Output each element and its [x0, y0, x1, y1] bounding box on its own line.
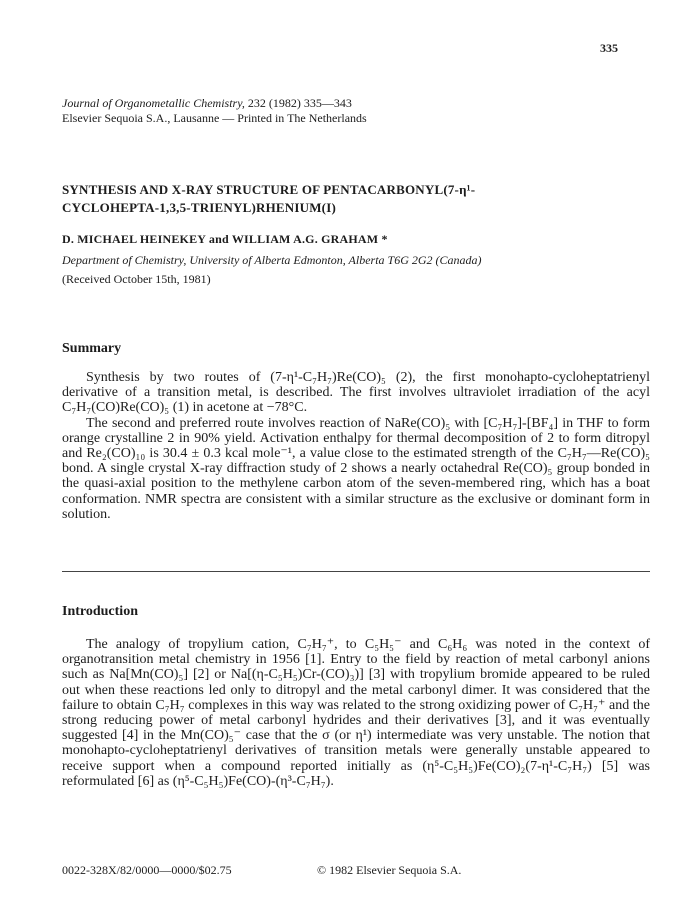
footer — [62, 863, 652, 878]
journal-name: Journal of Organometallic Chemistry, — [62, 96, 245, 110]
journal-citation — [62, 96, 642, 126]
copyright: © 1982 Elsevier Sequoia S.A. — [317, 863, 462, 877]
title-line-1: SYNTHESIS AND X-RAY STRUCTURE OF PENTACARBONYL(7-η¹- — [62, 182, 476, 197]
introduction-text — [62, 637, 650, 789]
introduction-heading: Introduction — [62, 604, 138, 619]
received-date: (Received October 15th, 1981) — [62, 272, 211, 286]
introduction-paragraph-1: The analogy of tropylium cation, C₇H₇⁺, to C₅H₅⁻ and C₆H₆ was noted in the context of organotransition metal chemistry in 1956 [1]. Entry to the field by reaction of metal carbonyl anions such as Na[Mn(CO)₅] [2] or Na[(η-C₅H₅)Cr-(CO)₃)] [3] with tropylium bromide appeared to be ruled out when these reactions led only to ditropyl and the metal carbonyl dimer. It was considered that the failure to obtain C₇H₇ complexes in this way was related to the strong oxidizing power of C₇H₇⁺ and the strong reducing power of metal carbonyl hydrides and their derivatives [3], and it was eventually suggested [4] in the Mn(CO)₅⁻ case that the σ (or η¹) intermediate was very unstable. The notion that monohapto-cycloheptatrienyl derivatives of transition metals were generally unstable appeared to receive support when a compound reported initially as (η⁵-C₅H₅)Fe(CO)₂(7-η¹-C₇H₇) [5] was reformulated [6] as (η⁵-C₅H₅)Fe(CO)-(η³-C₇H₇). — [62, 637, 650, 789]
journal-volume: 232 (1982) 335—343 — [247, 96, 352, 110]
article-title — [62, 181, 652, 217]
authors: D. MICHAEL HEINEKEY and WILLIAM A.G. GRAHAM * — [62, 232, 388, 246]
title-line-2: CYCLOHEPTA-1,3,5-TRIENYL)RHENIUM(I) — [62, 200, 336, 215]
article-code: 0022-328X/82/0000—0000/$02.75 — [62, 863, 232, 877]
summary-text — [62, 370, 650, 522]
publisher-line: Elsevier Sequoia S.A., Lausanne — Printed in The Netherlands — [62, 111, 367, 125]
page-number: 335 — [600, 41, 618, 55]
summary-paragraph-2: The second and preferred route involves reaction of NaRe(CO)₅ with [C₇H₇]-[BF₄] in THF to form orange crystalline 2 in 90% yield. Activation enthalpy for thermal decomposition of 2 to form ditropyl and Re₂(CO)₁₀ is 30.4 ± 0.3 kcal mole⁻¹, a value close to the estimated strength of the C₇H₇—Re(CO)₅ bond. A single crystal X-ray diffraction study of 2 shows a nearly octahedral Re(CO)₅ group bonded in the quasi-axial position to the methylene carbon atom of the seven-membered ring, which has a boat conformation. NMR spectra are consistent with a similar structure as the exclusive or dominant form in solution. — [62, 415, 650, 522]
summary-paragraph-1: Synthesis by two routes of (7-η¹-C₇H₇)Re(CO)₅ (2), the first monohapto-cycloheptatrienyl derivative of a transition metal, is described. The first involves ultraviolet irradiation of the acyl C₇H₇(CO)Re(CO)₅ (1) in acetone at −78°C. — [62, 370, 650, 416]
journal-line — [62, 96, 642, 111]
affiliation: Department of Chemistry, University of Alberta Edmonton, Alberta T6G 2G2 (Canada) — [62, 253, 482, 267]
section-divider — [62, 571, 650, 572]
summary-heading: Summary — [62, 341, 122, 356]
